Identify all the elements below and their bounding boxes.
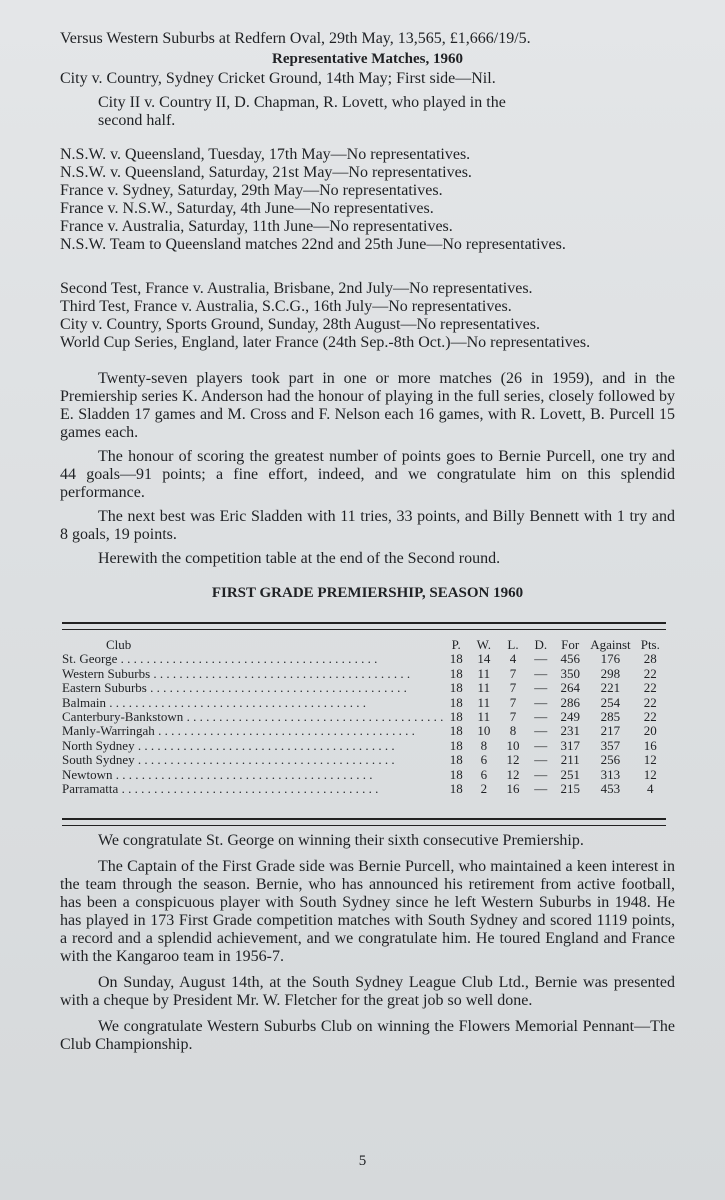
against-cell: 285 xyxy=(600,709,621,725)
points-cell: 28 xyxy=(643,651,657,667)
representative-heading: Representative Matches, 1960 xyxy=(272,51,463,67)
lost-cell: 4 xyxy=(509,651,517,667)
won-cell: 14 xyxy=(477,651,491,667)
leader-dots: . . . . . . . . . . . . . . . . . . . . . . . . . . . . . . . . . . . . . . . . xyxy=(154,724,415,739)
body-paragraphs xyxy=(60,370,675,568)
drawn-cell: — xyxy=(534,694,548,710)
table-header-row xyxy=(62,638,666,652)
herewith-paragraph: Herewith the competition table at the end of the Second round. xyxy=(98,550,501,567)
points-cell: 20 xyxy=(643,723,657,739)
club-label: Canterbury-Bankstown xyxy=(62,710,184,725)
table-row xyxy=(62,681,666,695)
for-cell: 350 xyxy=(560,665,580,681)
leader-dots: . . . . . . . . . . . . . . . . . . . . . . . . . . . . . . . . . . . . . . . . xyxy=(150,666,411,681)
drawn-cell: — xyxy=(534,723,548,739)
for-cell: 286 xyxy=(560,694,580,710)
table-row xyxy=(62,667,666,681)
for-cell: 317 xyxy=(560,737,580,753)
for-cell: 231 xyxy=(560,723,580,739)
list-item: City v. Country, Sports Ground, Sunday, 28th August—No representatives. xyxy=(60,316,540,333)
against-cell: 217 xyxy=(600,723,621,739)
table-row xyxy=(62,710,666,724)
points-cell: 4 xyxy=(647,781,654,797)
won-cell: 6 xyxy=(480,766,488,782)
points-cell: 22 xyxy=(643,665,657,681)
played-cell: 18 xyxy=(449,651,463,667)
points-cell: 22 xyxy=(643,694,657,710)
lost-cell: 7 xyxy=(509,680,517,696)
club-label: North Sydney xyxy=(62,738,135,753)
drawn-cell: — xyxy=(534,781,548,797)
leader-dots: . . . . . . . . . . . . . . . . . . . . . . . . . . . . . . . . . . . . . . . . xyxy=(106,695,367,710)
for-cell: 456 xyxy=(560,651,580,667)
lost-cell: 16 xyxy=(506,781,520,797)
against-cell: 176 xyxy=(600,651,621,667)
played-cell: 18 xyxy=(449,665,463,681)
lost-cell: 7 xyxy=(509,694,517,710)
lost-cell: 12 xyxy=(506,752,520,768)
club-label: Parramatta xyxy=(62,782,119,797)
won-cell: 11 xyxy=(477,680,491,696)
leader-dots: . . . . . . . . . . . . . . . . . . . . . . . . . . . . . . . . . . . . . . . . xyxy=(112,767,373,782)
list-item: France v. Sydney, Saturday, 29th May—No representatives. xyxy=(60,182,443,199)
leader-dots: . . . . . . . . . . . . . . . . . . . . . . . . . . . . . . . . . . . . . . . . xyxy=(183,710,444,725)
drawn-cell: — xyxy=(534,752,548,768)
table-row xyxy=(62,753,666,767)
representative-list xyxy=(60,146,675,254)
club-name-cell xyxy=(62,782,443,796)
points-cell: 22 xyxy=(643,680,657,696)
played-cell: 18 xyxy=(449,723,463,739)
played-cell: 18 xyxy=(449,737,463,753)
table-row xyxy=(62,724,666,738)
list-item: N.S.W. v. Queensland, Tuesday, 17th May—No representatives. xyxy=(60,146,471,163)
against-cell: 313 xyxy=(600,766,621,782)
club-label: Balmain xyxy=(62,695,107,710)
lost-cell: 12 xyxy=(506,766,520,782)
points-cell: 12 xyxy=(643,766,657,782)
drawn-cell: — xyxy=(534,709,548,725)
presentation-paragraph: On Sunday, August 14th, at the South Sydney League Club Ltd., Bernie was presented with a cheque by President Mr. W. Fletcher for the great job so well done. xyxy=(60,974,675,1009)
flowers-paragraph: We congratulate Western Suburbs Club on winning the Flowers Memorial Pennant—The Club Championship. xyxy=(60,1018,675,1053)
table-title: FIRST GRADE PREMIERSHIP, SEASON 1960 xyxy=(211,585,524,601)
won-cell: 10 xyxy=(477,723,491,739)
header-against: Against xyxy=(590,637,631,652)
table-bottom-rule xyxy=(62,818,666,826)
table-row xyxy=(62,696,666,710)
won-cell: 11 xyxy=(477,709,491,725)
captain-paragraph: The Captain of the First Grade side was Bernie Purcell, who maintained a keen interest in the team through the season. Bernie, who has announced his retirement from active football, has been a conspicuous player with South Sydney since he left Western Suburbs in 1948. He has played in 173 First Grade competition matches with South Sydney and scored 1119 points, a record and a splendid achievement, and we congratulate him. He toured England and France with the Kangaroo team in 1956-7. xyxy=(60,858,675,965)
club-name-cell xyxy=(62,724,443,738)
table-row xyxy=(62,739,666,753)
header-points: Pts. xyxy=(640,637,660,652)
header-won: W. xyxy=(476,637,491,652)
played-cell: 18 xyxy=(449,781,463,797)
club-name-cell xyxy=(62,681,443,695)
header-for: For xyxy=(561,637,580,652)
club-name-cell xyxy=(62,696,443,710)
against-cell: 254 xyxy=(600,694,621,710)
header-drawn: D. xyxy=(534,637,548,652)
played-cell: 18 xyxy=(449,709,463,725)
for-cell: 211 xyxy=(560,752,580,768)
club-name-cell xyxy=(62,739,443,753)
club-name-cell xyxy=(62,652,443,666)
leader-dots: . . . . . . . . . . . . . . . . . . . . . . . . . . . . . . . . . . . . . . . . xyxy=(146,681,407,696)
intro-section xyxy=(60,30,675,136)
lost-cell: 8 xyxy=(509,723,517,739)
club-name-cell xyxy=(62,667,443,681)
lost-cell: 7 xyxy=(509,709,517,725)
congrat-stgeorge-paragraph: We congratulate St. George on winning their sixth consecutive Premiership. xyxy=(98,832,584,849)
club-name-cell xyxy=(62,753,443,767)
club-name-cell xyxy=(62,768,443,782)
table-row xyxy=(62,652,666,666)
for-cell: 249 xyxy=(560,709,580,725)
points-cell: 12 xyxy=(643,752,657,768)
for-cell: 251 xyxy=(560,766,580,782)
leader-dots: . . . . . . . . . . . . . . . . . . . . . . . . . . . . . . . . . . . . . . . . xyxy=(134,753,395,768)
versus-line: Versus Western Suburbs at Redfern Oval, 29th May, 13,565, £1,666/19/5. xyxy=(60,30,531,47)
played-cell: 18 xyxy=(449,694,463,710)
club-label: South Sydney xyxy=(62,753,135,768)
won-cell: 6 xyxy=(480,752,488,768)
table-row xyxy=(62,782,666,796)
for-cell: 264 xyxy=(560,680,580,696)
page-number: 5 xyxy=(358,1153,367,1169)
played-cell: 18 xyxy=(449,766,463,782)
club-label: Eastern Suburbs xyxy=(62,681,147,696)
premiership-table xyxy=(62,638,666,796)
played-cell: 18 xyxy=(449,680,463,696)
city2-line-1: City II v. Country II, D. Chapman, R. Lovett, who played in the xyxy=(98,94,506,111)
list-item: N.S.W. Team to Queensland matches 22nd and 25th June—No representatives. xyxy=(60,236,566,253)
club-name-cell xyxy=(62,710,443,724)
drawn-cell: — xyxy=(534,665,548,681)
against-cell: 221 xyxy=(600,680,621,696)
leader-dots: . . . . . . . . . . . . . . . . . . . . . . . . . . . . . . . . . . . . . . . . xyxy=(117,652,378,667)
leader-dots: . . . . . . . . . . . . . . . . . . . . . . . . . . . . . . . . . . . . . . . . xyxy=(118,782,379,797)
played-cell: 18 xyxy=(449,752,463,768)
list-item: Third Test, France v. Australia, S.C.G., 16th July—No representatives. xyxy=(60,298,512,315)
lost-cell: 10 xyxy=(506,737,520,753)
tests-list xyxy=(60,280,675,352)
won-cell: 2 xyxy=(480,781,488,797)
against-cell: 298 xyxy=(600,665,621,681)
city-country-line: City v. Country, Sydney Cricket Ground, 14th May; First side—Nil. xyxy=(60,70,496,87)
for-cell: 215 xyxy=(560,781,580,797)
list-item: N.S.W. v. Queensland, Saturday, 21st May—No representatives. xyxy=(60,164,472,181)
drawn-cell: — xyxy=(534,737,548,753)
won-cell: 11 xyxy=(477,694,491,710)
drawn-cell: — xyxy=(534,651,548,667)
against-cell: 357 xyxy=(600,737,621,753)
honour-paragraph: The honour of scoring the greatest number of points goes to Bernie Purcell, one try and 44 goals—91 points; a fine effort, indeed, and we congratulate him on this splendid performance. xyxy=(60,448,675,501)
table-top-rule xyxy=(62,622,666,630)
header-played: P. xyxy=(451,637,461,652)
club-label: Manly-Warringah xyxy=(62,724,155,739)
won-cell: 11 xyxy=(477,665,491,681)
club-label: Western Suburbs xyxy=(62,666,151,681)
against-cell: 453 xyxy=(600,781,621,797)
players-paragraph: Twenty-seven players took part in one or more matches (26 in 1959), and in the Premiership series K. Anderson had the honour of playing in the full series, closely followed by E. Sladden 17 games and M. Cross and F. Nelson each 16 games, with R. Lovett, B. Purcell 15 games each. xyxy=(60,370,675,441)
list-item: France v. N.S.W., Saturday, 4th June—No representatives. xyxy=(60,200,434,217)
list-item: Second Test, France v. Australia, Brisbane, 2nd July—No representatives. xyxy=(60,280,533,297)
drawn-cell: — xyxy=(534,680,548,696)
club-label: Newtown xyxy=(62,767,113,782)
drawn-cell: — xyxy=(534,766,548,782)
lost-cell: 7 xyxy=(509,665,517,681)
leader-dots: . . . . . . . . . . . . . . . . . . . . . . . . . . . . . . . . . . . . . . . . xyxy=(134,738,395,753)
won-cell: 8 xyxy=(480,737,488,753)
list-item: France v. Australia, Saturday, 11th June—No representatives. xyxy=(60,218,453,235)
header-club: Club xyxy=(106,638,132,652)
points-cell: 16 xyxy=(643,737,657,753)
list-item: World Cup Series, England, later France (24th Sep.-8th Oct.)—No representatives. xyxy=(60,334,591,351)
closing-paragraphs xyxy=(60,832,675,1054)
table-row xyxy=(62,768,666,782)
club-label: St. George xyxy=(62,652,118,667)
city2-line-2: second half. xyxy=(98,112,176,129)
header-lost: L. xyxy=(507,637,519,652)
points-cell: 22 xyxy=(643,709,657,725)
next-best-paragraph: The next best was Eric Sladden with 11 tries, 33 points, and Billy Bennett with 1 try and 8 goals, 19 points. xyxy=(60,508,675,543)
against-cell: 256 xyxy=(600,752,621,768)
